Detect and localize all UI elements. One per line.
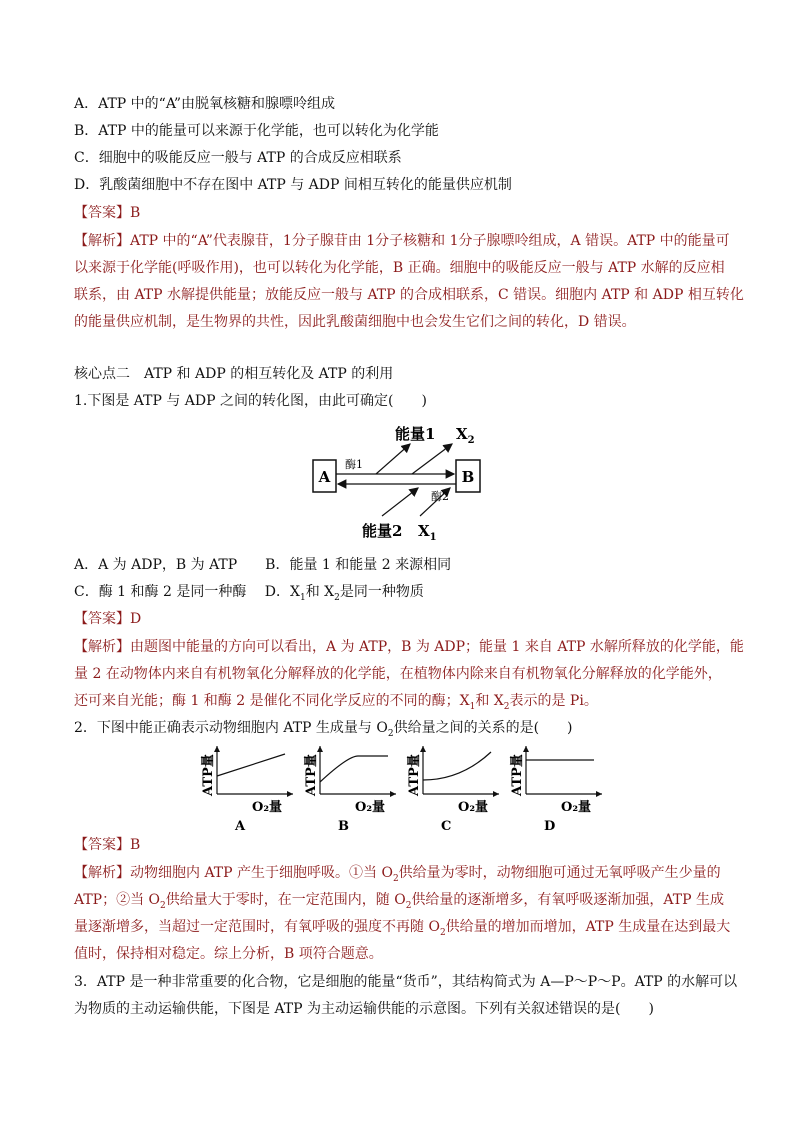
graph-letter: A (235, 819, 246, 834)
x2-arrow (412, 444, 452, 474)
q1-options-line1: A．A 为 ADP，B 为 ATP B．能量 1 和能量 2 来源相同 (74, 557, 452, 573)
x-axis-arrow (287, 791, 293, 797)
explanation-line (74, 232, 730, 250)
x-axis-label: O₂量 (561, 800, 592, 815)
explanation-line: 以来源于化学能(呼吸作用)，也可以转化为化学能，B 正确。细胞中的吸能反应一般与 ATP 水解的反应相 (74, 260, 725, 276)
q2-explanation-line: 值时，保持相对稳定。综上分析，B 项符合题意。 (74, 946, 383, 962)
option-c: C．细胞中的吸能反应一般与 ATP 的合成反应相联系 (74, 150, 402, 166)
q2-graphs (195, 742, 615, 834)
energy1-arrow (376, 444, 410, 474)
curve (320, 756, 388, 782)
x-axis-arrow (493, 791, 499, 797)
q1-options-line2: C．酶 1 和酶 2 是同一种酶 D．$X_1$和 $X_2$是同一种物质 (74, 584, 424, 603)
q1-explanation-line: 【解析】由题图中能量的方向可以看出，A 为 ATP，B 为 ADP；能量 1 来自 ATP 水解所释放的化学能，能 (74, 639, 744, 655)
answer-tag: 【答案】 (74, 205, 130, 221)
answer-value: B (130, 205, 141, 221)
curve (423, 752, 491, 780)
q3-stem-line2: 为物质的主动运输供能，下图是 ATP 为主动运输供能的示意图。下列有关叙述错误的是( ) (74, 1001, 654, 1017)
y-axis-label: ATP量 (304, 754, 319, 796)
graph-c (401, 742, 501, 834)
q1-stem: 1.下图是 ATP 与 ADP 之间的转化图，由此可确定( ) (74, 393, 427, 409)
graph-d (504, 742, 604, 834)
y-axis-label: ATP量 (407, 754, 422, 796)
q1-explanation-line: 量 2 在动物体内来自有机物氧化分解释放的化学能，在植物体内除来自有机物氧化分解释放的化学能外， (74, 666, 722, 682)
option-a: A．ATP 中的“A”由脱氧核糖和腺嘌呤组成 (74, 96, 336, 112)
y-axis-arrow (214, 746, 220, 752)
x-axis-label: O₂量 (252, 800, 283, 815)
q2-explanation-line: ATP；②当 $O_2$供给量大于零时，在一定范围内，随 $O_2$供给量的逐渐增多，有氧呼吸逐渐加强，ATP 生成 (74, 892, 724, 911)
curve (217, 754, 285, 776)
graph-letter: D (544, 819, 556, 834)
atp-adp-diagram (300, 418, 500, 543)
y-axis-arrow (420, 746, 426, 752)
graph-letter: B (338, 819, 349, 834)
energy1-label: 能量1 (395, 425, 436, 443)
y-axis-arrow (317, 746, 323, 752)
q1-answer-row: 【答案】D (74, 611, 142, 627)
graph-letter: C (441, 819, 452, 834)
graph-a (195, 742, 295, 834)
y-axis-arrow (523, 746, 529, 752)
y-axis-label: ATP量 (201, 754, 216, 796)
x-axis-label: O₂量 (355, 800, 386, 815)
q3-stem-line1: 3．ATP 是一种非常重要的化合物，它是细胞的能量“货币”，其结构简式为 A—P～P～P。ATP 的水解可以 (74, 974, 738, 990)
q2-explanation-line: 量逐渐增多，当超过一定范围时，有氧呼吸的强度不再随 $O_2$供给量的增加而增加，ATP 生成量在达到最大 (74, 919, 731, 938)
q1-explanation-line: 还可来自光能；酶 1 和酶 2 是催化不同化学反应的不同的酶；$X_1$和 $X_2$表示的是 Pi。 (74, 693, 598, 712)
enzyme2-label: 酶2 (431, 490, 449, 503)
explanation-line: 的能量供应机制，是生物界的共性，因此乳酸菌细胞中也会发生它们之间的转化，D 错误。 (74, 314, 636, 330)
x1-label: $X_1$ (418, 522, 437, 543)
explanation-line: 联系，由 ATP 水解提供能量；放能反应一般与 ATP 的合成相联系，C 错误。细胞内 ATP 和 ADP 相互转化 (74, 287, 744, 303)
y-axis-label: ATP量 (510, 754, 525, 796)
graph-b (298, 742, 398, 834)
answer-row (74, 204, 140, 222)
box-b-label: B (461, 468, 475, 486)
option-d: D．乳酸菌细胞中不存在图中 ATP 与 ADP 间相互转化的能量供应机制 (74, 177, 512, 193)
explain-text: ATP 中的“A”代表腺苷，1分子腺苷由 1分子核糖和 1分子腺嘌呤组成，A 错误。ATP 中的能量可 (130, 233, 730, 249)
x-axis-label: O₂量 (458, 800, 489, 815)
q2-stem: 2．下图中能正确表示动物细胞内 ATP 生成量与 $O_2$供给量之间的关系的是( ) (74, 720, 573, 739)
x-axis-arrow (390, 791, 396, 797)
option-b: B．ATP 中的能量可以来源于化学能，也可以转化为化学能 (74, 123, 439, 139)
box-a-label: A (318, 468, 331, 486)
energy2-arrow (382, 488, 418, 516)
x-axis-arrow (596, 791, 602, 797)
x2-label: $X_2$ (456, 425, 475, 446)
section-title: 核心点二 ATP 和 ADP 的相互转化及 ATP 的利用 (74, 366, 394, 382)
explain-tag: 【解析】 (74, 233, 130, 249)
q2-answer-row: 【答案】B (74, 837, 141, 853)
q2-explanation-line: 【解析】动物细胞内 ATP 产生于细胞呼吸。①当 $O_2$供给量为零时，动物细胞可通过无氧呼吸产生少量的 (74, 865, 721, 884)
enzyme1-label: 酶1 (345, 458, 363, 471)
energy2-label: 能量2 (362, 522, 403, 540)
